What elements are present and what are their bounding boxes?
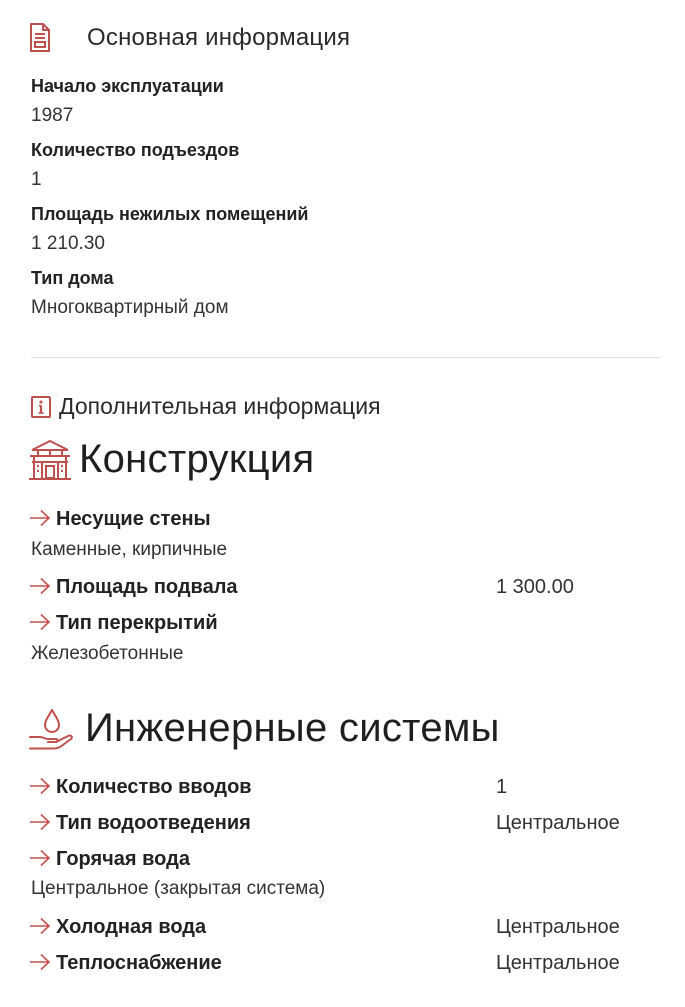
field-start-year	[31, 75, 224, 127]
basic-info-title: Основная информация	[87, 24, 351, 51]
row-subvalue: Центральное (закрытая система)	[31, 878, 326, 899]
extra-info-title: Дополнительная информация	[59, 393, 381, 419]
construction-title: Конструкция	[79, 437, 315, 481]
row-label: Горячая вода	[56, 848, 190, 870]
extra-info-header	[31, 393, 381, 420]
section-divider	[31, 357, 660, 358]
field-value: 1	[31, 169, 42, 190]
field-label: Площадь нежилых помещений	[31, 204, 309, 224]
field-value: Многоквартирный дом	[31, 297, 229, 318]
field-label: Тип дома	[31, 268, 114, 288]
row-hot-water	[29, 846, 669, 872]
arrow-right-icon	[29, 849, 51, 867]
field-value: 1987	[31, 105, 74, 126]
row-subvalue: Каменные, кирпичные	[31, 539, 228, 560]
field-entrances	[31, 139, 239, 191]
row-label: Количество вводов	[56, 776, 252, 798]
row-load-bearing-walls	[29, 506, 669, 532]
water-hand-icon	[28, 707, 76, 751]
field-nonresidential-area	[31, 203, 309, 255]
arrow-right-icon	[29, 577, 51, 595]
row-value: 1 300.00	[496, 576, 574, 598]
engineering-header	[28, 706, 500, 751]
arrow-right-icon	[29, 509, 51, 527]
row-label: Площадь подвала	[56, 576, 238, 598]
row-subvalue: Железобетонные	[31, 643, 184, 664]
engineering-title: Инженерные системы	[85, 706, 500, 750]
building-icon	[28, 438, 72, 482]
row-basement-area	[29, 574, 669, 600]
row-heating	[29, 950, 669, 976]
row-value: Центральное	[496, 812, 620, 834]
row-label: Теплоснабжение	[56, 952, 222, 974]
row-label: Холодная вода	[56, 916, 207, 938]
row-label: Тип водоотведения	[56, 812, 251, 834]
row-drainage-type	[29, 810, 669, 836]
field-label: Начало эксплуатации	[31, 76, 224, 96]
arrow-right-icon	[29, 613, 51, 631]
basic-info-header	[28, 22, 350, 54]
field-label: Количество подъездов	[31, 140, 240, 160]
row-floor-type	[29, 610, 669, 636]
info-icon	[31, 396, 51, 418]
row-label: Тип перекрытий	[56, 612, 218, 634]
row-value: Центральное	[496, 916, 620, 938]
row-value: 1	[496, 776, 508, 798]
field-house-type	[31, 267, 229, 319]
arrow-right-icon	[29, 953, 51, 971]
document-icon	[28, 22, 52, 54]
row-label: Несущие стены	[56, 508, 211, 530]
construction-header	[28, 437, 314, 482]
field-value: 1 210.30	[31, 233, 105, 254]
arrow-right-icon	[29, 917, 51, 935]
row-cold-water	[29, 914, 669, 940]
row-inputs-count	[29, 774, 669, 800]
arrow-right-icon	[29, 813, 51, 831]
arrow-right-icon	[29, 777, 51, 795]
row-value: Центральное	[496, 952, 620, 974]
